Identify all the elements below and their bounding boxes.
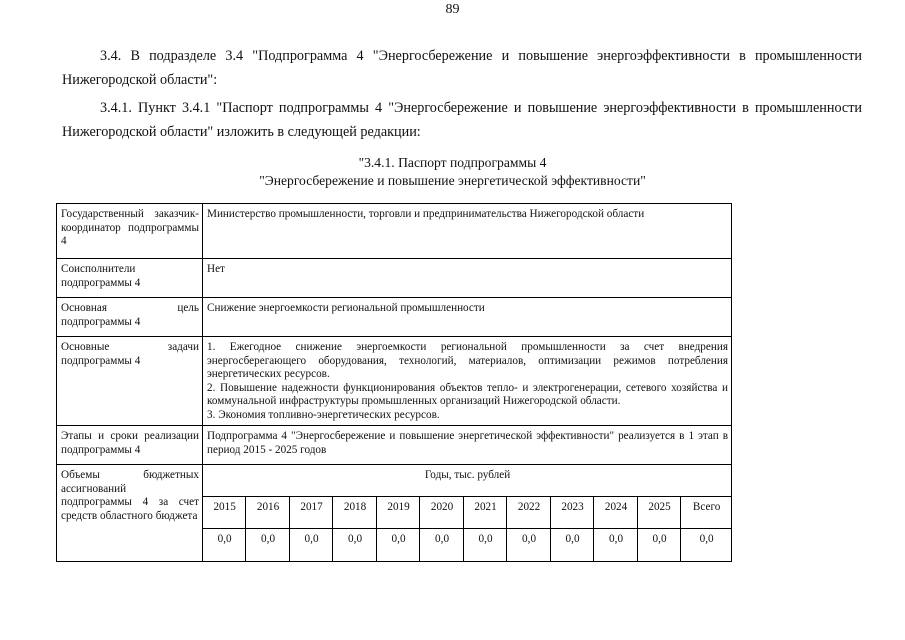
table-row	[57, 204, 732, 259]
year-cell: 2022	[507, 497, 551, 529]
value-cell: 0,0	[289, 529, 333, 562]
row-label: Государственный заказчик-координатор подпрограммы 4	[57, 204, 203, 259]
paragraph-3-4	[62, 44, 862, 92]
row-label: Основная цель подпрограммы 4	[57, 298, 203, 337]
table-row	[57, 465, 732, 562]
value-cell: 0,0	[507, 529, 551, 562]
year-cell: 2025	[637, 497, 681, 529]
year-cell: 2020	[420, 497, 464, 529]
year-cell: 2018	[333, 497, 377, 529]
passport-title-line1: "3.4.1. Паспорт подпрограммы 4	[358, 155, 547, 170]
value-cell: 0,0	[594, 529, 638, 562]
paragraph-3-4-1	[62, 96, 862, 144]
year-cell: 2024	[594, 497, 638, 529]
value-cell: 0,0	[550, 529, 594, 562]
value-cell: 0,0	[203, 529, 246, 562]
total-value-cell: 0,0	[681, 529, 731, 562]
budget-header: Годы, тыс. рублей	[203, 465, 731, 497]
row-value	[203, 337, 732, 426]
paragraph-3-4-1-text: 3.4.1. Пункт 3.4.1 "Паспорт подпрограммы 4 "Энергосбережение и повышение энергоэффективности в промышленности Нижегородской области" изложить в следующей редакции:	[62, 100, 862, 140]
value-cell: 0,0	[637, 529, 681, 562]
budget-values-row	[203, 529, 731, 562]
value-cell: 0,0	[246, 529, 290, 562]
row-value: Подпрограмма 4 "Энергосбережение и повышение энергетической эффективности" реализуется в 1 этап в период 2015 - 2025 годов	[203, 426, 732, 465]
year-cell: 2015	[203, 497, 246, 529]
paragraph-3-4-text: 3.4. В подразделе 3.4 "Подпрограмма 4 "Энергосбережение и повышение энергоэффективности в промышленности Нижегородской области":	[62, 48, 862, 88]
page-number: 89	[445, 2, 460, 17]
row-value: Министерство промышленности, торговли и предпринимательства Нижегородской области	[203, 204, 732, 259]
passport-title-line2: "Энергосбережение и повышение энергетической эффективности"	[259, 173, 646, 188]
row-label: Основные задачи подпрограммы 4	[57, 337, 203, 426]
budget-cell	[203, 465, 732, 562]
year-cell: 2016	[246, 497, 290, 529]
row-value: Снижение энергоемкости региональной промышленности	[203, 298, 732, 337]
table-row	[57, 298, 732, 337]
year-cell: 2021	[463, 497, 507, 529]
total-header-cell: Всего	[681, 497, 731, 529]
value-cell: 0,0	[463, 529, 507, 562]
table-row	[57, 426, 732, 465]
value-cell: 0,0	[420, 529, 464, 562]
value-cell: 0,0	[376, 529, 420, 562]
budget-years-row	[203, 497, 731, 529]
budget-label: Объемы бюджетных ассигнований подпрограммы 4 за счет средств областного бюджета	[57, 465, 203, 562]
task-item: 2. Повышение надежности функционирования объектов тепло- и электрогенерации, сетевого хозяйства и коммунальной инфраструктуры промышленных организаций Нижегородской области.	[207, 381, 728, 407]
budget-table	[203, 465, 731, 561]
value-cell: 0,0	[333, 529, 377, 562]
row-label: Соисполнители подпрограммы 4	[57, 259, 203, 298]
task-item: 1. Ежегодное снижение энергоемкости региональной промышленности за счет внедрения энергосберегающего оборудования, технологий, материалов, оптимизации режимов потребления энергетических ресурсов.	[207, 341, 728, 380]
year-cell: 2023	[550, 497, 594, 529]
row-label: Этапы и сроки реализации подпрограммы 4	[57, 426, 203, 465]
task-item: 3. Экономия топливно-энергетических ресурсов.	[207, 408, 440, 421]
table-row	[57, 337, 732, 426]
passport-table	[56, 203, 732, 562]
year-cell: 2017	[289, 497, 333, 529]
year-cell: 2019	[376, 497, 420, 529]
row-value: Нет	[203, 259, 732, 298]
table-row	[57, 259, 732, 298]
